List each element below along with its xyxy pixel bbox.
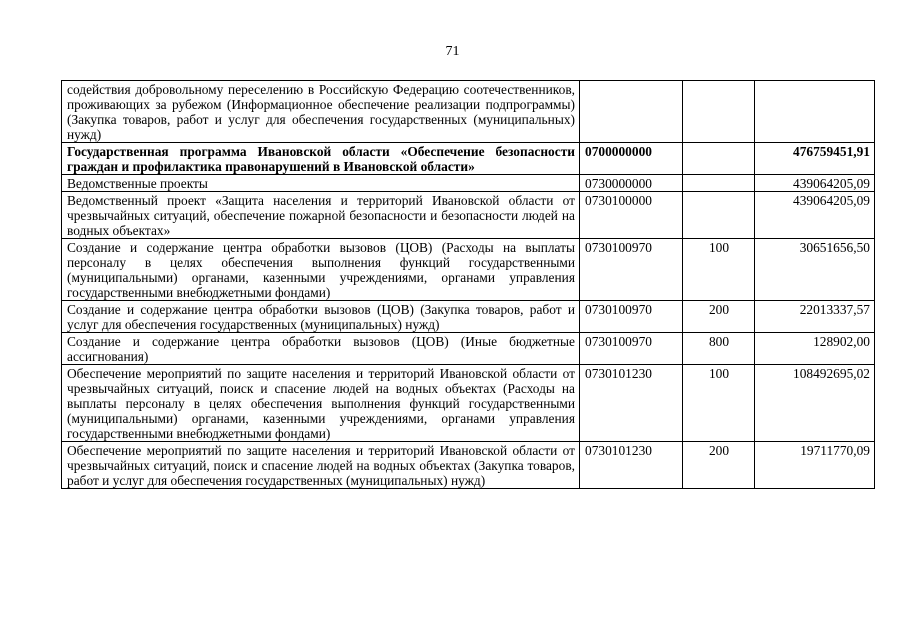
row-name-cell: Ведомственный проект «Защита населения и территорий Ивановской области от чрезвычайных ситуаций, обеспечение пожарной безопасности и безопасности людей на водных объектах» bbox=[62, 192, 580, 239]
row-sum-cell: 19711770,09 bbox=[755, 442, 875, 489]
row-expense-type-cell: 100 bbox=[683, 239, 755, 301]
row-expense-type-cell bbox=[683, 143, 755, 175]
row-sum-cell: 476759451,91 bbox=[755, 143, 875, 175]
row-expense-type-cell: 200 bbox=[683, 301, 755, 333]
row-name-cell: Ведомственные проекты bbox=[62, 175, 580, 192]
table-row bbox=[62, 301, 875, 333]
row-expense-type-cell bbox=[683, 175, 755, 192]
row-code-cell: 0730100970 bbox=[580, 333, 683, 365]
row-code-cell: 0730100970 bbox=[580, 239, 683, 301]
row-code-cell: 0700000000 bbox=[580, 143, 683, 175]
row-expense-type-cell: 800 bbox=[683, 333, 755, 365]
row-expense-type-cell: 200 bbox=[683, 442, 755, 489]
table-row bbox=[62, 175, 875, 192]
row-name-cell: Создание и содержание центра обработки вызовов (ЦОВ) (Закупка товаров, работ и услуг для обеспечения государственных (муниципальных) нужд) bbox=[62, 301, 580, 333]
table-row bbox=[62, 81, 875, 143]
row-name-cell: Обеспечение мероприятий по защите населения и территорий Ивановской области от чрезвычайных ситуаций, поиск и спасение людей на водных объектах (Расходы на выплаты персоналу в целях обеспечения выполнения функций государственными (муниципальными) органами, казенными учреждениями, органами управления государственными внебюджетными фондами) bbox=[62, 365, 580, 442]
row-sum-cell: 108492695,02 bbox=[755, 365, 875, 442]
row-sum-cell: 439064205,09 bbox=[755, 192, 875, 239]
row-expense-type-cell bbox=[683, 192, 755, 239]
row-code-cell: 0730100000 bbox=[580, 192, 683, 239]
table-row bbox=[62, 333, 875, 365]
budget-table bbox=[61, 80, 875, 489]
row-sum-cell: 439064205,09 bbox=[755, 175, 875, 192]
row-name-cell: Обеспечение мероприятий по защите населения и территорий Ивановской области от чрезвычайных ситуаций, поиск и спасение людей на водных объектах (Закупка товаров, работ и услуг для обеспечения государственных (муниципальных) нужд) bbox=[62, 442, 580, 489]
row-name-cell: содействия добровольному переселению в Российскую Федерацию соотечественников, проживающих за рубежом (Информационное обеспечение реализации подпрограммы) (Закупка товаров, работ и услуг для обеспечения государственных (муниципальных) нужд) bbox=[62, 81, 580, 143]
row-expense-type-cell: 100 bbox=[683, 365, 755, 442]
row-code-cell: 0730100970 bbox=[580, 301, 683, 333]
table-row bbox=[62, 442, 875, 489]
row-expense-type-cell bbox=[683, 81, 755, 143]
row-sum-cell: 22013337,57 bbox=[755, 301, 875, 333]
row-code-cell: 0730101230 bbox=[580, 442, 683, 489]
table-row bbox=[62, 239, 875, 301]
row-sum-cell: 128902,00 bbox=[755, 333, 875, 365]
table-row bbox=[62, 143, 875, 175]
row-code-cell bbox=[580, 81, 683, 143]
table-row bbox=[62, 192, 875, 239]
row-code-cell: 0730000000 bbox=[580, 175, 683, 192]
row-code-cell: 0730101230 bbox=[580, 365, 683, 442]
budget-table-body bbox=[62, 81, 875, 489]
row-name-cell: Государственная программа Ивановской области «Обеспечение безопасности граждан и профилактика правонарушений в Ивановской области» bbox=[62, 143, 580, 175]
row-name-cell: Создание и содержание центра обработки вызовов (ЦОВ) (Расходы на выплаты персоналу в целях обеспечения выполнения функций государственными (муниципальными) органами, казенными учреждениями, органами управления государственными внебюджетными фондами) bbox=[62, 239, 580, 301]
row-name-cell: Создание и содержание центра обработки вызовов (ЦОВ) (Иные бюджетные ассигнования) bbox=[62, 333, 580, 365]
row-sum-cell: 30651656,50 bbox=[755, 239, 875, 301]
table-row bbox=[62, 365, 875, 442]
row-sum-cell bbox=[755, 81, 875, 143]
page-number: 71 bbox=[445, 44, 460, 59]
